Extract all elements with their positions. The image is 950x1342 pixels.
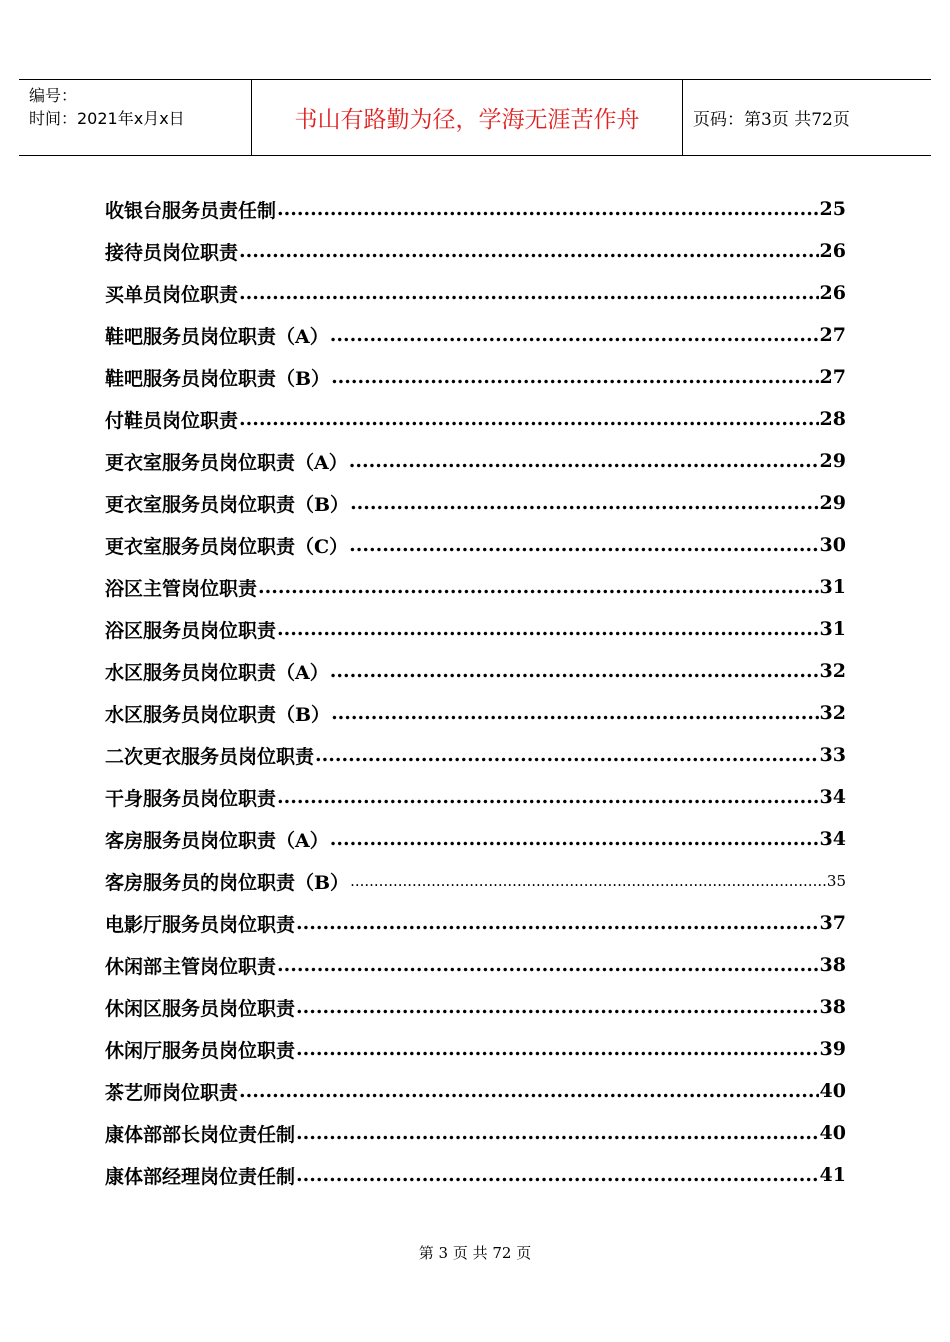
toc-entry-title: 接待员岗位职责: [105, 241, 239, 264]
toc-entry[interactable]: [105, 986, 846, 1028]
toc-entry-page: 27: [819, 324, 846, 346]
toc-leader-dots: [331, 366, 818, 388]
toc-entry-page: 41: [819, 1164, 846, 1186]
toc-leader-dots: [239, 240, 819, 262]
toc-entry-page: 33: [819, 744, 846, 766]
toc-entry[interactable]: [105, 188, 846, 230]
toc-entry-page: 39: [819, 1038, 846, 1060]
toc-entry-title: 浴区主管岗位职责: [105, 577, 258, 600]
toc-entry-page: 28: [819, 408, 846, 430]
toc-entry[interactable]: [105, 566, 846, 608]
toc-entry[interactable]: [105, 944, 846, 986]
toc-entry-title: 水区服务员岗位职责（B）: [105, 703, 331, 726]
toc-entry-page: 31: [819, 576, 846, 598]
toc-entry-page: 32: [819, 660, 846, 682]
toc-leader-dots: [296, 1122, 819, 1144]
toc-entry[interactable]: [105, 776, 846, 818]
toc-leader-dots: [277, 786, 819, 808]
toc-entry-page: 40: [819, 1080, 846, 1102]
toc-entry-title: 康体部经理岗位责任制: [105, 1165, 296, 1188]
page-footer: 第 3 页 共 72 页: [418, 1244, 532, 1262]
toc-leader-dots: [239, 1080, 819, 1102]
toc-leader-dots: [258, 576, 819, 598]
toc-entry-title: 收银台服务员责任制: [105, 199, 277, 222]
toc-leader-dots: [296, 912, 819, 934]
toc-entry-title: 更衣室服务员岗位职责（B）: [105, 493, 350, 516]
toc-entry[interactable]: [105, 440, 846, 482]
toc-entry-title: 休闲区服务员岗位职责: [105, 997, 296, 1020]
toc-entry-page: 38: [819, 954, 846, 976]
toc-entry-title: 二次更衣服务员岗位职责: [105, 745, 315, 768]
toc-entry-title: 付鞋员岗位职责: [105, 409, 239, 432]
toc-entry[interactable]: [105, 1070, 846, 1112]
toc-entry-page: 29: [819, 450, 846, 472]
toc-entry-page: 34: [819, 828, 846, 850]
toc-leader-dots: [296, 1164, 819, 1186]
toc-entry-page: 30: [819, 534, 846, 556]
toc-leader-dots: [277, 618, 819, 640]
toc-entry-title: 电影厅服务员岗位职责: [105, 913, 296, 936]
toc-entry-page: 26: [819, 240, 846, 262]
toc-entry-page: 32: [819, 702, 846, 724]
toc-leader-dots: [350, 872, 826, 890]
toc-entry-page: 26: [819, 282, 846, 304]
toc-entry-page: 40: [819, 1122, 846, 1144]
toc-entry[interactable]: [105, 356, 846, 398]
toc-entry-title: 客房服务员的岗位职责（B）: [105, 871, 350, 894]
toc-leader-dots: [330, 828, 819, 850]
toc-entry-title: 浴区服务员岗位职责: [105, 619, 277, 642]
toc-entry[interactable]: [105, 272, 846, 314]
document-number-label: 编号：: [29, 86, 78, 105]
toc-entry[interactable]: [105, 734, 846, 776]
toc-entry[interactable]: [105, 230, 846, 272]
toc-entry-title: 水区服务员岗位职责（A）: [105, 661, 329, 684]
toc-entry-title: 休闲部主管岗位职责: [105, 955, 277, 978]
toc-entry-page: 37: [819, 912, 846, 934]
toc-leader-dots: [330, 324, 819, 346]
toc-entry-page: 38: [819, 996, 846, 1018]
toc-leader-dots: [315, 744, 819, 766]
toc-entry[interactable]: [105, 818, 846, 860]
toc-entry-title: 康体部部长岗位责任制: [105, 1123, 296, 1146]
toc-entry[interactable]: [105, 692, 846, 734]
toc-entry[interactable]: [105, 314, 846, 356]
toc-leader-dots: [239, 408, 819, 430]
page-header: [19, 79, 931, 156]
toc-entry[interactable]: [105, 482, 846, 524]
toc-leader-dots: [239, 282, 819, 304]
header-motto: 书山有路勤为径，学海无涯苦作舟: [252, 80, 683, 155]
toc-entry[interactable]: [105, 860, 846, 902]
toc-leader-dots: [349, 450, 819, 472]
toc-leader-dots: [331, 702, 818, 724]
toc-entry[interactable]: [105, 1154, 846, 1196]
toc-entry-page: 29: [819, 492, 846, 514]
toc-entry-title: 更衣室服务员岗位职责（A）: [105, 451, 348, 474]
toc-entry-page: 31: [819, 618, 846, 640]
toc-entry[interactable]: [105, 608, 846, 650]
toc-entry-title: 鞋吧服务员岗位职责（B）: [105, 367, 331, 390]
header-meta: [19, 80, 252, 155]
toc-entry-title: 客房服务员岗位职责（A）: [105, 829, 329, 852]
toc-entry-title: 鞋吧服务员岗位职责（A）: [105, 325, 329, 348]
toc-entry-title: 茶艺师岗位职责: [105, 1081, 239, 1104]
toc-leader-dots: [349, 534, 818, 556]
toc-entry-page: 34: [819, 786, 846, 808]
table-of-contents: [105, 188, 846, 1196]
toc-leader-dots: [277, 954, 819, 976]
toc-leader-dots: [296, 1038, 819, 1060]
toc-leader-dots: [350, 492, 818, 514]
toc-leader-dots: [277, 198, 819, 220]
toc-entry-page: 27: [819, 366, 846, 388]
toc-entry[interactable]: [105, 398, 846, 440]
toc-entry-title: 更衣室服务员岗位职责（C）: [105, 535, 349, 558]
toc-entry[interactable]: [105, 650, 846, 692]
header-page-info: 页码：第3页 共72页: [693, 110, 850, 130]
toc-entry[interactable]: [105, 1028, 846, 1070]
toc-entry[interactable]: [105, 524, 846, 566]
toc-entry-page: 35: [826, 872, 846, 890]
toc-entry[interactable]: [105, 1112, 846, 1154]
toc-entry-title: 干身服务员岗位职责: [105, 787, 277, 810]
toc-entry[interactable]: [105, 902, 846, 944]
toc-entry-title: 买单员岗位职责: [105, 283, 239, 306]
toc-entry-page: 25: [819, 198, 846, 220]
toc-leader-dots: [296, 996, 819, 1018]
toc-entry-title: 休闲厅服务员岗位职责: [105, 1039, 296, 1062]
toc-leader-dots: [330, 660, 819, 682]
document-time: 时间：2021年x月x日: [29, 109, 185, 128]
